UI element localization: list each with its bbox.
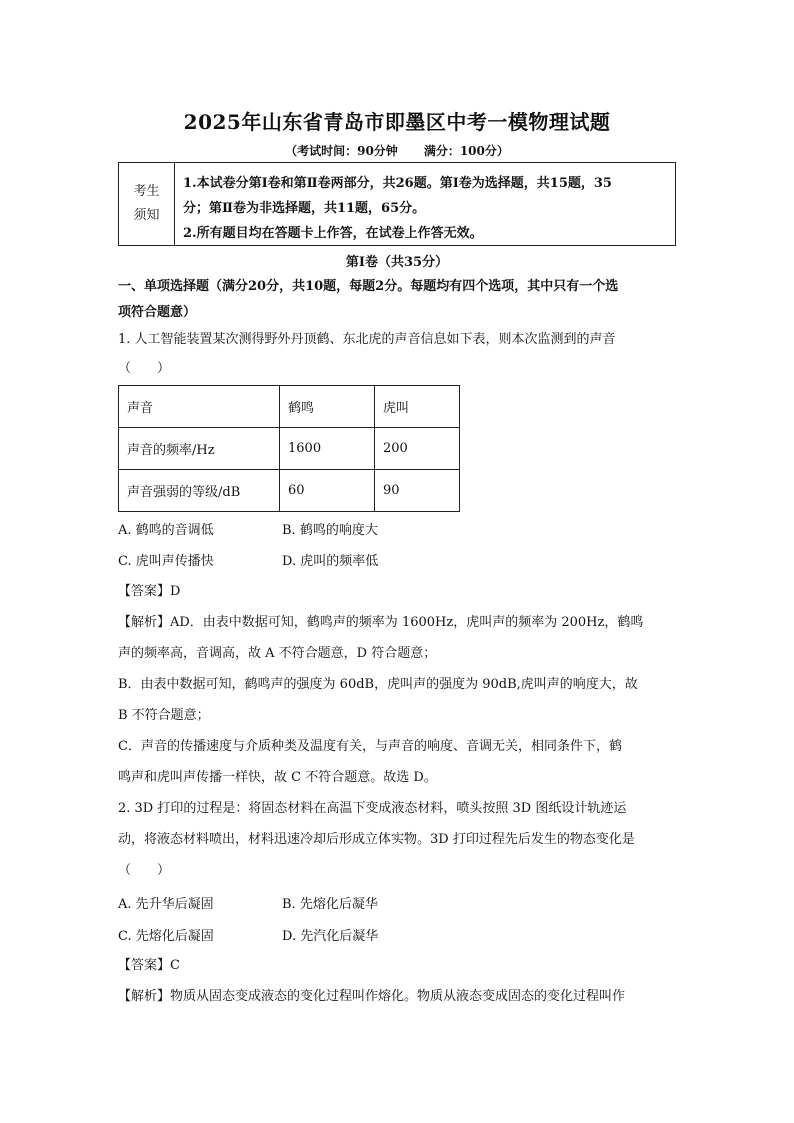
q1-option-d: D. 虎叫的频率低: [282, 554, 379, 569]
table-cell: 1600: [280, 428, 375, 470]
notice-label: [119, 163, 175, 245]
notice-content: [175, 163, 675, 245]
exam-time: （考试时间：90分钟: [285, 144, 398, 158]
q1-analysis-line: 鸣声和虎叫声传播一样快，故 C 不符合题意。故选 D。: [118, 770, 437, 785]
q1-answer: 【答案】D: [118, 584, 181, 599]
q2-option-b: B. 先熔化后凝华: [282, 897, 378, 912]
volume-title: 第Ⅰ卷（共35分）: [345, 255, 449, 270]
exam-score: 满分：100分）: [423, 144, 509, 158]
q1-option-a: A. 鹤鸣的音调低: [118, 523, 214, 538]
table-row: [119, 428, 460, 470]
q1-analysis-line: B．由表中数据可知，鹤鸣声的强度为 60dB，虎叫声的强度为 90dB,虎叫声的响度大，故: [118, 677, 638, 692]
q2-option-c: C. 先熔化后凝固: [118, 929, 214, 944]
table-cell: 90: [375, 470, 460, 512]
q1-analysis-line: C．声音的传播速度与介质种类及温度有关，与声音的响度、音调无关，相同条件下，鹤: [118, 739, 622, 754]
q2-stem-line: 2. 3D 打印的过程是：将固态材料在高温下变成液态材料，喷头按照 3D 图纸设计轨迹运: [118, 801, 627, 816]
table-cell: 200: [375, 428, 460, 470]
q1-sound-table: [118, 385, 460, 512]
part-title-line-2: 项符合题意）: [118, 305, 197, 320]
candidate-notice-box: [118, 162, 676, 246]
table-cell: 虎叫: [375, 386, 460, 428]
table-cell: 声音的频率/Hz: [119, 428, 280, 470]
table-row: [119, 470, 460, 512]
q1-option-b: B. 鹤鸣的响度大: [282, 523, 378, 538]
q2-option-a: A. 先升华后凝固: [118, 897, 214, 912]
table-cell: 60: [280, 470, 375, 512]
q1-stem-line-1: 1. 人工智能装置某次测得野外丹顶鹤、东北虎的声音信息如下表，则本次监测到的声音: [118, 332, 616, 347]
table-cell: 声音强弱的等级/dB: [119, 470, 280, 512]
exam-title: 2025年山东省青岛市即墨区中考一模物理试题: [183, 110, 611, 134]
notice-line-3: 2.所有题目均在答题卡上作答，在试卷上作答无效。: [183, 226, 483, 241]
q1-analysis-line: 【解析】AD．由表中数据可知，鹤鸣声的频率为 1600Hz，虎叫声的频率为 200Hz，鹤鸣: [118, 615, 644, 630]
q1-stem-line-2: （ ）: [118, 361, 171, 376]
notice-label-line1: 考生: [133, 184, 160, 199]
q2-option-d: D. 先汽化后凝华: [282, 929, 379, 944]
q1-analysis-line: B 不符合题意；: [118, 708, 210, 723]
q2-stem-line: （ ）: [118, 863, 171, 878]
q1-option-c: C. 虎叫声传播快: [118, 554, 214, 569]
part-title-line-1: 一、单项选择题（满分20分，共10题，每题2分。每题均有四个选项，其中只有一个选: [118, 279, 619, 294]
q2-answer: 【答案】C: [118, 958, 180, 973]
notice-line-1: 1.本试卷分第Ⅰ卷和第Ⅱ卷两部分，共26题。第Ⅰ卷为选择题，共15题，35: [183, 176, 612, 191]
q2-analysis-line: 【解析】物质从固态变成液态的变化过程叫作熔化。物质从液态变成固态的变化过程叫作: [118, 989, 626, 1004]
notice-line-2: 分；第Ⅱ卷为非选择题，共11题，65分。: [183, 201, 426, 216]
table-row: [119, 386, 460, 428]
notice-label-line2: 须知: [133, 208, 160, 223]
table-cell: 鹤鸣: [280, 386, 375, 428]
table-cell: 声音: [119, 386, 280, 428]
q2-stem-line: 动，将液态材料喷出，材料迅速冷却后形成立体实物。3D 打印过程先后发生的物态变化是: [118, 832, 635, 847]
exam-subtitle: [0, 142, 794, 159]
q1-analysis-line: 声的频率高，音调高，故 A 不符合题意，D 符合题意；: [118, 646, 437, 661]
